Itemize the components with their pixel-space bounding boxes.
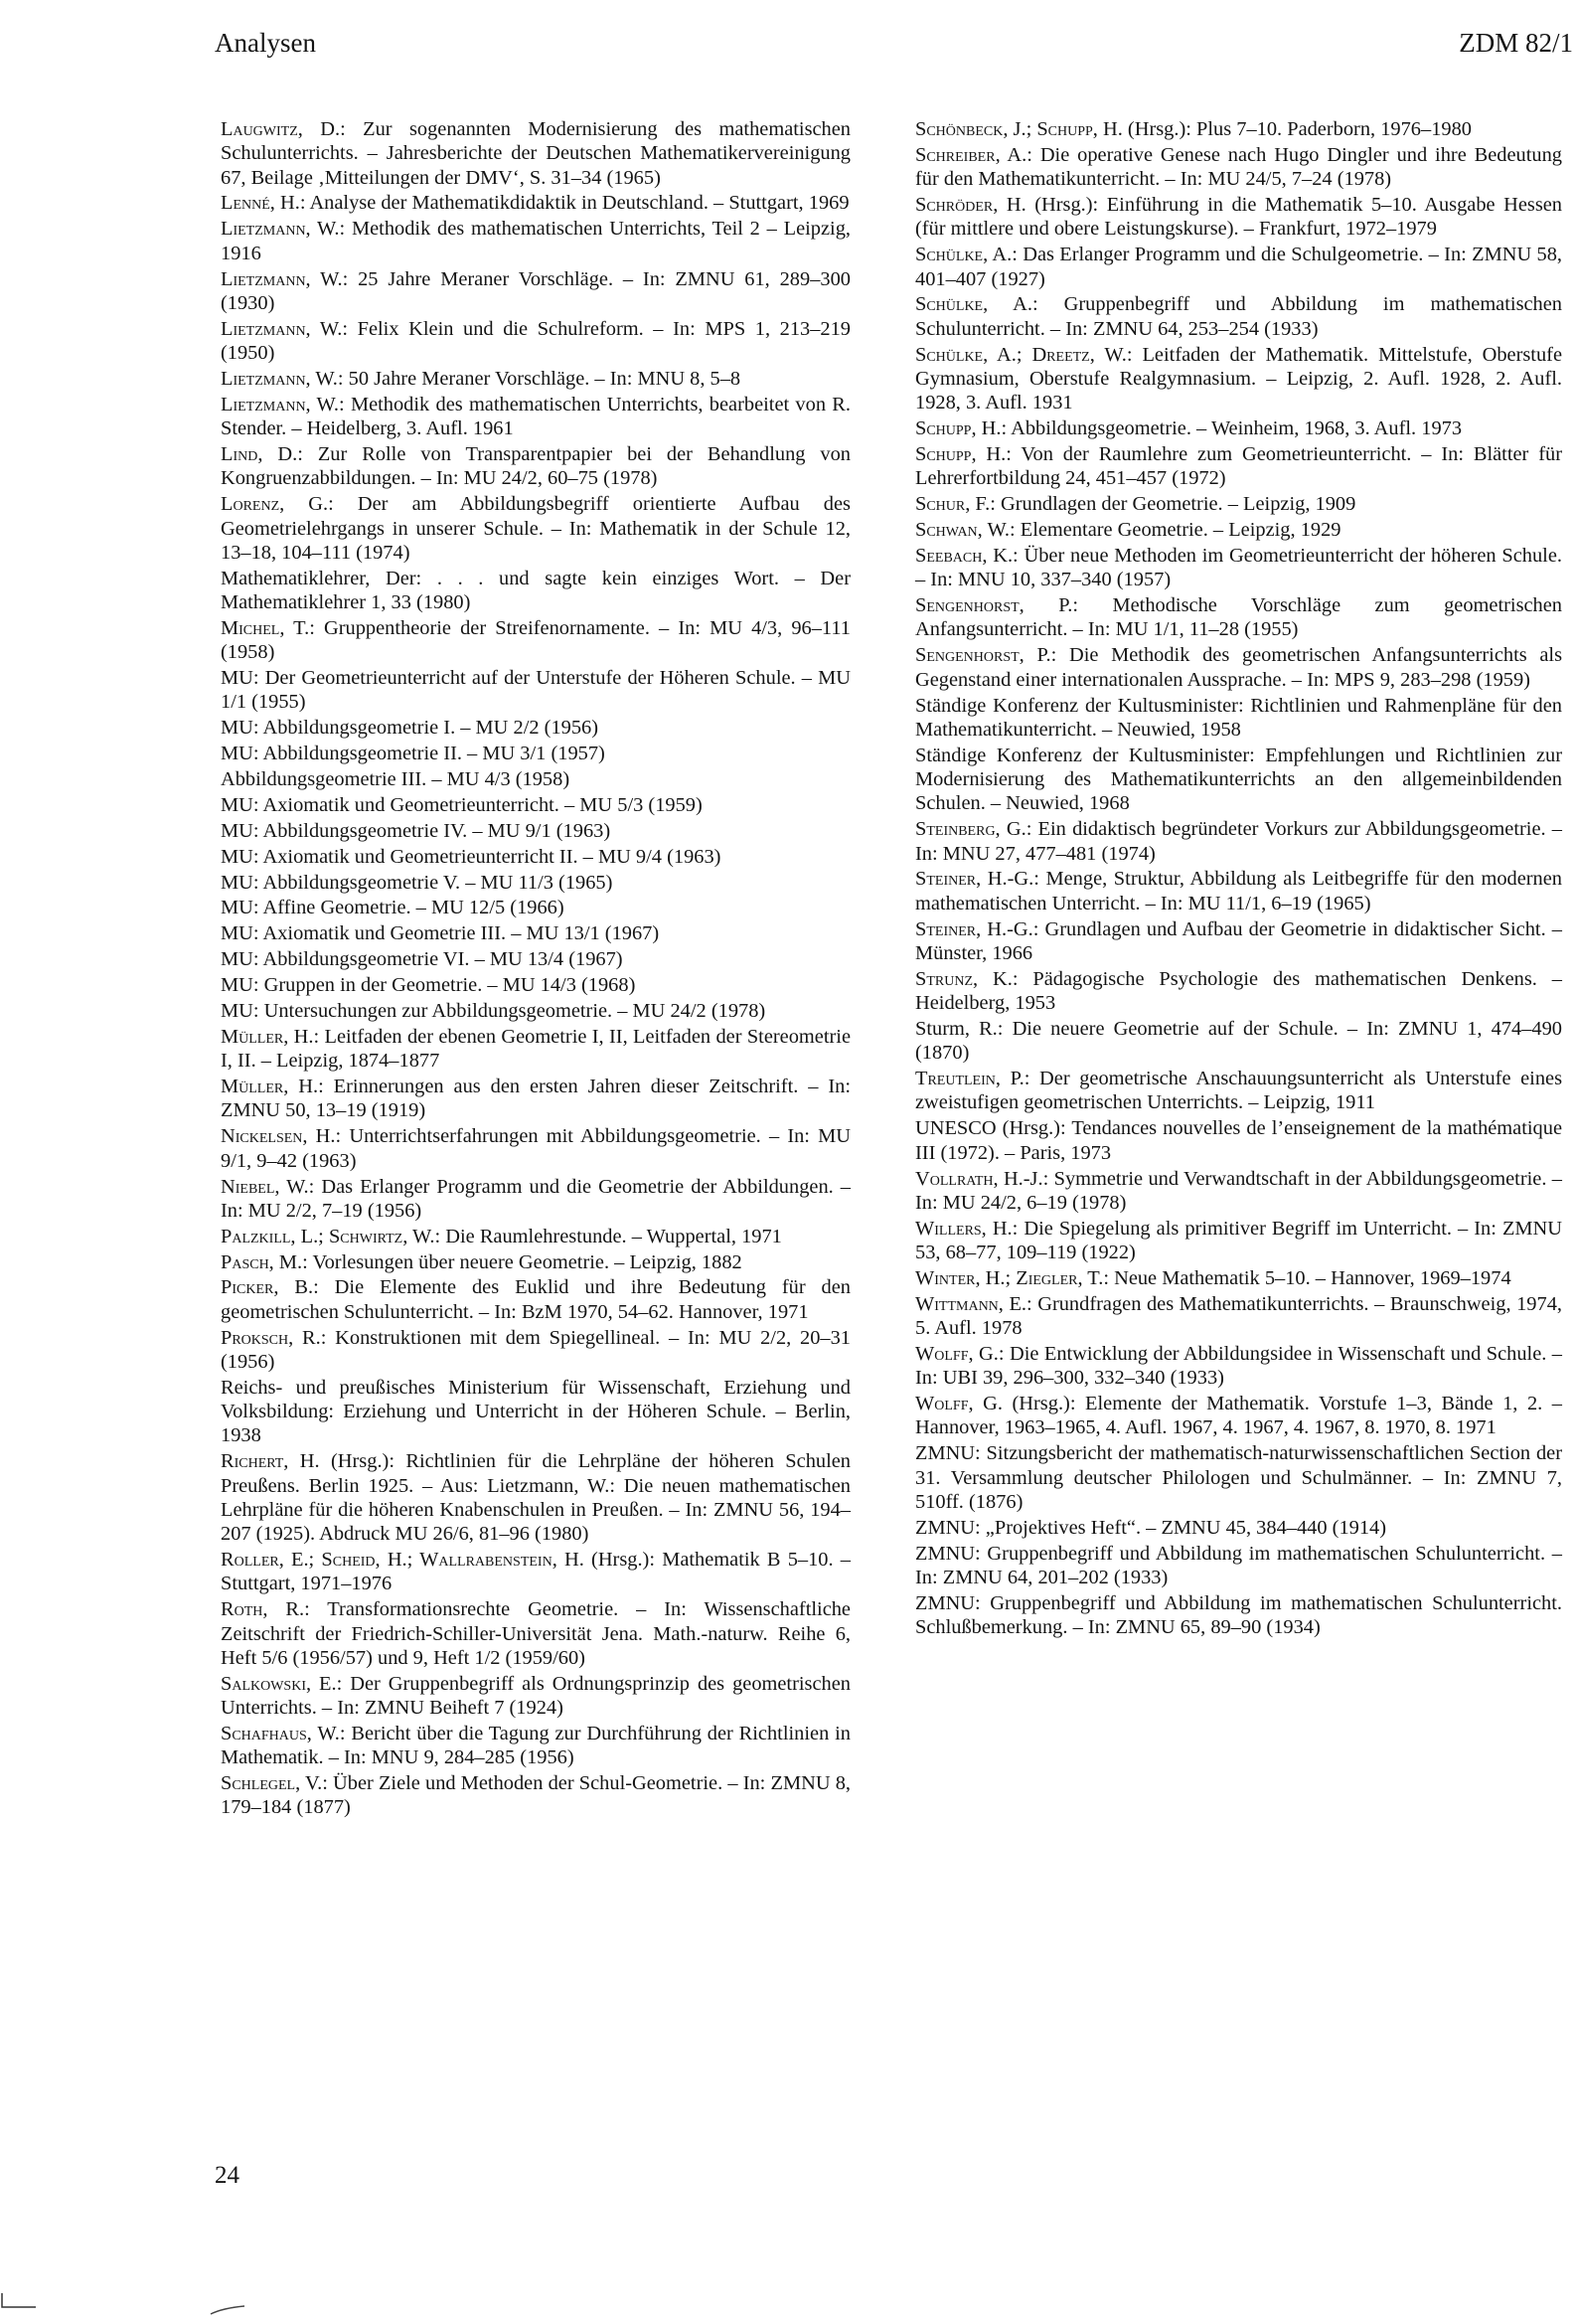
entry-text: MU: Abbildungsgeometrie IV. – MU 9/1 (1963) (221, 819, 611, 842)
entry-author: Lietzmann, W. (221, 218, 340, 241)
bibliography-entry (915, 1017, 1562, 1066)
bibliography-entry (221, 767, 851, 791)
entry-author: Lorenz, G. (221, 493, 329, 516)
entry-text: ZMNU: „Projektives Heft“. – ZMNU 45, 384–440 (1914) (915, 1516, 1387, 1539)
entry-author: Müller, H. (221, 1076, 319, 1098)
bibliography-entry (221, 742, 851, 765)
bibliography-entry (915, 744, 1562, 816)
entry-text: ZMNU: Gruppenbegriff und Abbildung im mathematischen Schulunterricht. Schlußbemerkung. – In: ZMNU 65, 89–90 (1934) (915, 1591, 1562, 1639)
bibliography-entry (221, 1376, 851, 1448)
entry-text: Mathematiklehrer, Der: . . . und sagte kein einziges Wort. – Der Mathematiklehrer 1, 33 (1980) (221, 567, 851, 613)
bibliography-entry (915, 917, 1562, 966)
journal-issue: ZDM 82/1 (1459, 28, 1573, 58)
entry-text: : Felix Klein und die Schulreform. – In: MPS 1, 213–219 (1950) (221, 317, 851, 365)
entry-text: : Konstruktionen mit dem Spiegellineal. – In: MU 2/2, 20–31 (1956) (221, 1326, 851, 1373)
entry-author: Picker, B. (221, 1276, 314, 1299)
scan-smudge-mark (209, 2304, 248, 2316)
entry-text: MU: Axiomatik und Geometrieunterricht II. – MU 9/4 (1963) (221, 845, 721, 868)
bibliography-entry (915, 292, 1562, 341)
bibliography-entry (221, 845, 851, 869)
bibliography-entry (915, 817, 1562, 866)
entry-text: : Zur sogenannten Modernisierung des mathematischen Schulunterrichts. – Jahresberichte der Deutschen Mathematikervereinigung 67, Beilage ‚Mitteilungen der DMV‘, S. 31–34 (1965) (221, 118, 852, 189)
bibliography-entry (221, 1597, 851, 1670)
entry-text: : Über neue Methoden im Geometrieunterricht der höheren Schule. – In: MNU 10, 337–340 (1957) (915, 544, 1562, 591)
entry-text: : Leitfaden der Mathematik. Mittelstufe, Oberstufe Gymnasium, Oberstufe Realgymnasium. – Leipzig, 2. Aufl. 1928, 2. Aufl. 1928, 3. Aufl. 1931 (915, 343, 1562, 415)
entry-author: Schönbeck, J.; Schupp, H. (915, 118, 1123, 140)
bibliography-entry (221, 1225, 851, 1248)
entry-author: Treutlein, P. (915, 1068, 1025, 1090)
bibliography-entry (221, 921, 851, 945)
bibliography-entry (915, 343, 1562, 415)
bibliography-entry (221, 973, 851, 997)
entry-text: Sturm, R.: Die neuere Geometrie auf der Schule. – In: ZMNU 1, 474–490 (1870) (915, 1017, 1562, 1065)
entry-text: Abbildungsgeometrie III. – MU 4/3 (1958) (221, 768, 570, 791)
entry-text: : Von der Raumlehre zum Geometrieunterricht. – In: Blätter für Lehrerfortbildung 24, 451–457 (1972) (915, 443, 1562, 490)
bibliography-entry (221, 1175, 851, 1224)
entry-text: : Analyse der Mathematikdidaktik in Deutschland. – Stuttgart, 1969 (299, 192, 850, 215)
entry-author: Schreiber, A. (915, 143, 1027, 166)
bibliography-entry (915, 416, 1562, 440)
bibliography-entry (221, 191, 851, 215)
entry-author: Michel, T. (221, 616, 310, 639)
bibliography-entry (915, 1266, 1562, 1290)
entry-text: ZMNU: Gruppenbegriff und Abbildung im mathematischen Schulunterricht. – In: ZMNU 64, 201–202 (1933) (915, 1542, 1562, 1589)
entry-author: Schwan, W. (915, 519, 1010, 542)
bibliography-entry (915, 442, 1562, 491)
entry-text: : Über Ziele und Methoden der Schul-Geometrie. – In: ZMNU 8, 179–184 (1877) (221, 1772, 851, 1819)
bibliography-entry (915, 593, 1562, 642)
bibliography-entry (221, 1075, 851, 1123)
bibliography-entry (915, 143, 1562, 192)
entry-author: Winter, H.; Ziegler, T. (915, 1266, 1104, 1289)
entry-text: : Grundfragen des Mathematikunterrichts. – Braunschweig, 1974, 5. Aufl. 1978 (915, 1292, 1562, 1340)
entry-author: Richert, H. (221, 1450, 320, 1473)
entry-text: : Die Spiegelung als primitiver Begriff im Unterricht. – In: ZMNU 53, 68–77, 109–119 (1922) (915, 1217, 1562, 1264)
entry-author: Salkowski, E. (221, 1672, 337, 1695)
entry-text: : Leitfaden der ebenen Geometrie I, II, Leitfaden der Stereometrie I, II. – Leipzig, 1874–1877 (221, 1025, 851, 1073)
entry-author: Strunz, K. (915, 967, 1013, 990)
entry-author: Lietzmann, W. (221, 267, 343, 290)
bibliography-entry (221, 117, 851, 190)
bibliography-entry (221, 716, 851, 740)
bibliography-entry (221, 871, 851, 895)
entry-text: : Die Raumlehrestunde. – Wuppertal, 1971 (434, 1225, 782, 1247)
entry-author: Schupp, H. (915, 443, 1007, 466)
bibliography-entry (915, 1167, 1562, 1216)
entry-author: Roth, R. (221, 1598, 305, 1621)
bibliography-entry (221, 666, 851, 715)
entry-text: (Hrsg.): Elemente der Mathematik. Vorstufe 1–3, Bände 1, 2. – Hannover, 1963–1965, 4. Aufl. 1967, 4. 1967, 4. 1967, 8. 1970, 8. 1971 (915, 1393, 1562, 1439)
bibliography-entry (221, 1771, 851, 1820)
bibliography-entry (221, 1025, 851, 1074)
entry-text: : Der Gruppenbegriff als Ordnungsprinzip des geometrischen Unterrichts. – In: ZMNU Beiheft 7 (1924) (221, 1672, 851, 1720)
entry-author: Willers, H. (915, 1217, 1013, 1240)
entry-text: : Das Erlanger Programm und die Schulgeometrie. – In: ZMNU 58, 401–407 (1927) (915, 244, 1562, 290)
entry-text: : Grundlagen der Geometrie. – Leipzig, 1909 (990, 493, 1356, 516)
bibliography-entry (915, 1441, 1562, 1514)
entry-author: Müller, H. (221, 1025, 314, 1048)
running-head (215, 28, 1577, 68)
entry-text: : Zur Rolle von Transparentpapier bei der Behandlung von Kongruenzabbildungen. – In: MU 24/2, 60–75 (1978) (221, 443, 851, 490)
entry-text: MU: Abbildungsgeometrie I. – MU 2/2 (1956) (221, 717, 599, 740)
bibliography-entry (221, 1672, 851, 1721)
bibliography-entry (915, 1217, 1562, 1265)
entry-author: Schupp, H. (915, 417, 1002, 440)
bibliography-entry (915, 1292, 1562, 1341)
entry-author: Lietzmann, W. (221, 393, 340, 415)
entry-author: Wittmann, E. (915, 1292, 1026, 1315)
entry-text: (Hrsg.): Richtlinien für die Lehrpläne der höheren Schulen Preußens. Berlin 1925. – Aus: Lietzmann, W.: Die neuen mathematischen Lehrpläne für die höheren Knabenschulen in Preußen. – In: ZMNU 56, 194–207 (1925). Abdruck MU 26/6, 81–96 (1980) (221, 1450, 851, 1546)
page-number: 24 (215, 2162, 239, 2189)
scan-corner-mark (0, 2291, 40, 2311)
entry-text: : Das Erlanger Programm und die Geometrie der Abbildungen. – In: MU 2/2, 7–19 (1956) (221, 1175, 851, 1222)
bibliography-entry (915, 492, 1562, 516)
entry-author: Proksch, R. (221, 1326, 321, 1349)
bibliography-entry (221, 1722, 851, 1770)
bibliography-entry (221, 1250, 851, 1274)
entry-author: Schülke, A. (915, 293, 1032, 316)
entry-author: Lietzmann, W. (221, 317, 343, 340)
entry-text: : Ein didaktisch begründeter Vorkurs zur Abbildungsgeometrie. – In: MNU 27, 477–481 (1974) (915, 818, 1562, 865)
bibliography-entry (915, 1591, 1562, 1640)
entry-text: (Hrsg.): Plus 7–10. Paderborn, 1976–1980 (1122, 118, 1472, 140)
bibliography-entry (221, 947, 851, 971)
entry-text: (Hrsg.): Einführung in die Mathematik 5–10. Ausgabe Hessen (für mittlere und obere Leistungskurse). – Frankfurt, 1972–1979 (915, 194, 1562, 241)
bibliography-entry (221, 367, 851, 391)
bibliography-entry (915, 967, 1562, 1016)
entry-author: Sengenhorst, P. (915, 644, 1051, 667)
entry-text: MU: Abbildungsgeometrie VI. – MU 13/4 (1967) (221, 948, 623, 971)
entry-author: Roller, E.; Scheid, H.; Wallrabenstein, H. (221, 1549, 584, 1572)
bibliography-entry (221, 267, 851, 316)
bibliography-entry (221, 819, 851, 843)
entry-text: MU: Gruppen in der Geometrie. – MU 14/3 (1968) (221, 974, 636, 997)
bibliography-entry (915, 1116, 1562, 1165)
bibliography-entry (221, 1275, 851, 1324)
bibliography-entry (915, 694, 1562, 743)
entry-text: : Methodische Vorschläge zum geometrischen Anfangsunterricht. – In: MU 1/1, 11–28 (1955) (915, 594, 1562, 641)
bibliography-entry (221, 393, 851, 441)
entry-text: : Der am Abbildungsbegriff orientierte Aufbau des Geometrielehrgangs in unserer Schule. – In: Mathematik in der Schule 12, 13–18, 104–111 (1974) (221, 493, 851, 564)
bibliography-entry (221, 1124, 851, 1173)
entry-text: : Die operative Genese nach Hugo Dingler und ihre Bedeutung für den Mathematikunterricht. – In: MU 24/5, 7–24 (1978) (915, 143, 1562, 191)
entry-author: Pasch, M. (221, 1250, 303, 1273)
bibliography-entry (915, 867, 1562, 915)
entry-author: Schlegel, V. (221, 1772, 323, 1795)
entry-author: Wolff, G. (915, 1393, 1003, 1415)
bibliography-entry (221, 1548, 851, 1596)
bibliography-entry (221, 442, 851, 491)
entry-text: : 25 Jahre Meraner Vorschläge. – In: ZMNU 61, 289–300 (1930) (221, 267, 851, 314)
entry-author: Schur, F. (915, 493, 991, 516)
entry-text: : Die Entwicklung der Abbildungsidee in Wissenschaft und Schule. – In: UBI 39, 296–300, 332–340 (1933) (915, 1342, 1562, 1390)
bibliography-entry (221, 217, 851, 265)
entry-text: : Methodik des mathematischen Unterrichts, bearbeitet von R. Stender. – Heidelberg, 3. Aufl. 1961 (221, 393, 851, 440)
entry-author: Schafhaus, W. (221, 1722, 340, 1744)
entry-text: MU: Abbildungsgeometrie II. – MU 3/1 (1957) (221, 743, 605, 765)
entry-author: Palzkill, L.; Schwirtz, W. (221, 1225, 435, 1247)
bibliography-entry (915, 643, 1562, 692)
bibliography-entry (915, 1067, 1562, 1115)
entry-text: Ständige Konferenz der Kultusminister: Richtlinien und Rahmenpläne für den Mathematikunterricht. – Neuwied, 1958 (915, 694, 1562, 741)
entry-text: UNESCO (Hrsg.): Tendances nouvelles de l’enseignement de la mathématique III (1972). – Paris, 1973 (915, 1117, 1562, 1164)
bibliography-entry (915, 1516, 1562, 1540)
reference-column-right (915, 117, 1562, 1641)
entry-text: MU: Abbildungsgeometrie V. – MU 11/3 (1965) (221, 871, 613, 894)
entry-author: Wolff, G. (915, 1342, 999, 1365)
bibliography-entry (221, 317, 851, 366)
entry-text: : Methodik des mathematischen Unterrichts, Teil 2 – Leipzig, 1916 (221, 218, 851, 264)
entry-author: Lind, D. (221, 443, 298, 466)
entry-text: : Menge, Struktur, Abbildung als Leitbegriffe für den modernen mathematischen Unterricht. – In: MU 11/1, 6–19 (1965) (915, 868, 1562, 914)
entry-author: Niebel, W. (221, 1175, 309, 1198)
entry-text: Reichs- und preußisches Ministerium für Wissenschaft, Erziehung und Volksbildung: Erziehung und Unterricht in der Höheren Schule. – Berlin, 1938 (221, 1376, 851, 1447)
entry-text: : 50 Jahre Meraner Vorschläge. – In: MNU 8, 5–8 (337, 367, 741, 390)
reference-column-left (221, 117, 851, 1821)
entry-author: Seebach, K. (915, 544, 1014, 567)
entry-author: Steiner, H.-G. (915, 868, 1034, 891)
bibliography-entry (915, 1342, 1562, 1391)
bibliography-entry (915, 518, 1562, 542)
bibliography-entry (221, 616, 851, 665)
entry-text: : Grundlagen und Aufbau der Geometrie in didaktischer Sicht. – Münster, 1966 (915, 917, 1562, 964)
entry-text: MU: Axiomatik und Geometrieunterricht. – MU 5/3 (1959) (221, 793, 703, 816)
bibliography-entry (915, 117, 1562, 141)
bibliography-entry (221, 793, 851, 817)
section-title: Analysen (215, 28, 316, 58)
bibliography-entry (221, 1326, 851, 1375)
entry-text: : Gruppentheorie der Streifenornamente. – In: MU 4/3, 96–111 (1958) (221, 616, 851, 664)
entry-text: : Die Elemente des Euklid und ihre Bedeutung für den geometrischen Schulunterricht. – In: BzM 1970, 54–62. Hannover, 1971 (221, 1276, 851, 1323)
entry-author: Lietzmann, W. (221, 367, 338, 390)
entry-text: : Transformationsrechte Geometrie. – In: Wissenschaftliche Zeitschrift der Friedrich-Schiller-Universität Jena. Math.-naturw. Reihe 6, Heft 5/6 (1956/57) und 9, Heft 1/2 (1959/60) (221, 1598, 851, 1669)
bibliography-entry (221, 567, 851, 615)
bibliography-entry (915, 1392, 1562, 1440)
entry-text: : Pädagogische Psychologie des mathematischen Denkens. – Heidelberg, 1953 (915, 967, 1562, 1015)
entry-text: : Neue Mathematik 5–10. – Hannover, 1969–1974 (1103, 1266, 1511, 1289)
entry-text: : Gruppenbegriff und Abbildung im mathematischen Schulunterricht. – In: ZMNU 64, 253–254 (1933) (915, 293, 1562, 340)
entry-author: Nickelsen, H. (221, 1125, 336, 1148)
entry-author: Laugwitz, D. (221, 118, 341, 140)
entry-author: Steiner, H.-G. (915, 917, 1033, 940)
bibliography-entry (221, 1449, 851, 1546)
entry-text: : Bericht über die Tagung zur Durchführung der Richtlinien in Mathematik. – In: MNU 9, 284–285 (1956) (221, 1722, 851, 1769)
entry-text: : Symmetrie und Verwandtschaft in der Abbildungsgeometrie. – In: MU 24/2, 6–19 (1978) (915, 1167, 1562, 1214)
entry-text: Ständige Konferenz der Kultusminister: Empfehlungen und Richtlinien zur Modernisierung des Mathematikunterrichts an den allgemeinbildenden Schulen. – Neuwied, 1968 (915, 744, 1562, 815)
entry-text: : Elementare Geometrie. – Leipzig, 1929 (1009, 519, 1341, 542)
entry-author: Lenné, H. (221, 192, 300, 215)
entry-text: ZMNU: Sitzungsbericht der mathematisch-naturwissenschaftlichen Section der 31. Versammlung deutscher Philologen und Schulmänner. – In: ZMNU 7, 510ff. (1876) (915, 1442, 1562, 1513)
entry-author: Schröder, H. (915, 194, 1026, 217)
entry-text: MU: Axiomatik und Geometrie III. – MU 13/1 (1967) (221, 922, 660, 945)
bibliography-entry (221, 896, 851, 919)
bibliography-entry (221, 492, 851, 565)
entry-text: : Die Methodik des geometrischen Anfangsunterrichts als Gegenstand einer internationalen Aussprache. – In: MPS 9, 283–298 (1959) (915, 644, 1563, 691)
entry-text: MU: Affine Geometrie. – MU 12/5 (1966) (221, 897, 564, 919)
entry-text: : Erinnerungen aus den ersten Jahren dieser Zeitschrift. – In: ZMNU 50, 13–19 (1919) (221, 1076, 851, 1122)
bibliography-entry (915, 193, 1562, 242)
entry-text: : Der geometrische Anschauungsunterricht als Unterstufe eines zweistufigen geometrischen Unterrichts. – Leipzig, 1911 (915, 1068, 1562, 1114)
entry-text: (Hrsg.): Mathematik B 5–10. – Stuttgart, 1971–1976 (221, 1549, 851, 1595)
entry-author: Schülke, A. (915, 244, 1013, 266)
entry-author: Sengenhorst, P. (915, 594, 1073, 617)
entry-author: Schülke, A.; Dreetz, W. (915, 343, 1127, 366)
bibliography-entry (915, 243, 1562, 291)
entry-text: : Unterrichtserfahrungen mit Abbildungsgeometrie. – In: MU 9/1, 9–42 (1963) (221, 1125, 852, 1172)
entry-author: Steinberg, G. (915, 818, 1026, 841)
bibliography-entry (915, 1542, 1562, 1590)
bibliography-entry (221, 999, 851, 1023)
bibliography-entry (915, 544, 1562, 592)
entry-text: MU: Der Geometrieunterricht auf der Unterstufe der Höheren Schule. – MU 1/1 (1955) (221, 667, 851, 714)
entry-author: Vollrath, H.-J. (915, 1167, 1043, 1190)
entry-text: MU: Untersuchungen zur Abbildungsgeometrie. – MU 24/2 (1978) (221, 1000, 766, 1023)
entry-text: : Vorlesungen über neuere Geometrie. – Leipzig, 1882 (302, 1250, 742, 1273)
entry-text: : Abbildungsgeometrie. – Weinheim, 1968, 3. Aufl. 1973 (1001, 417, 1463, 440)
